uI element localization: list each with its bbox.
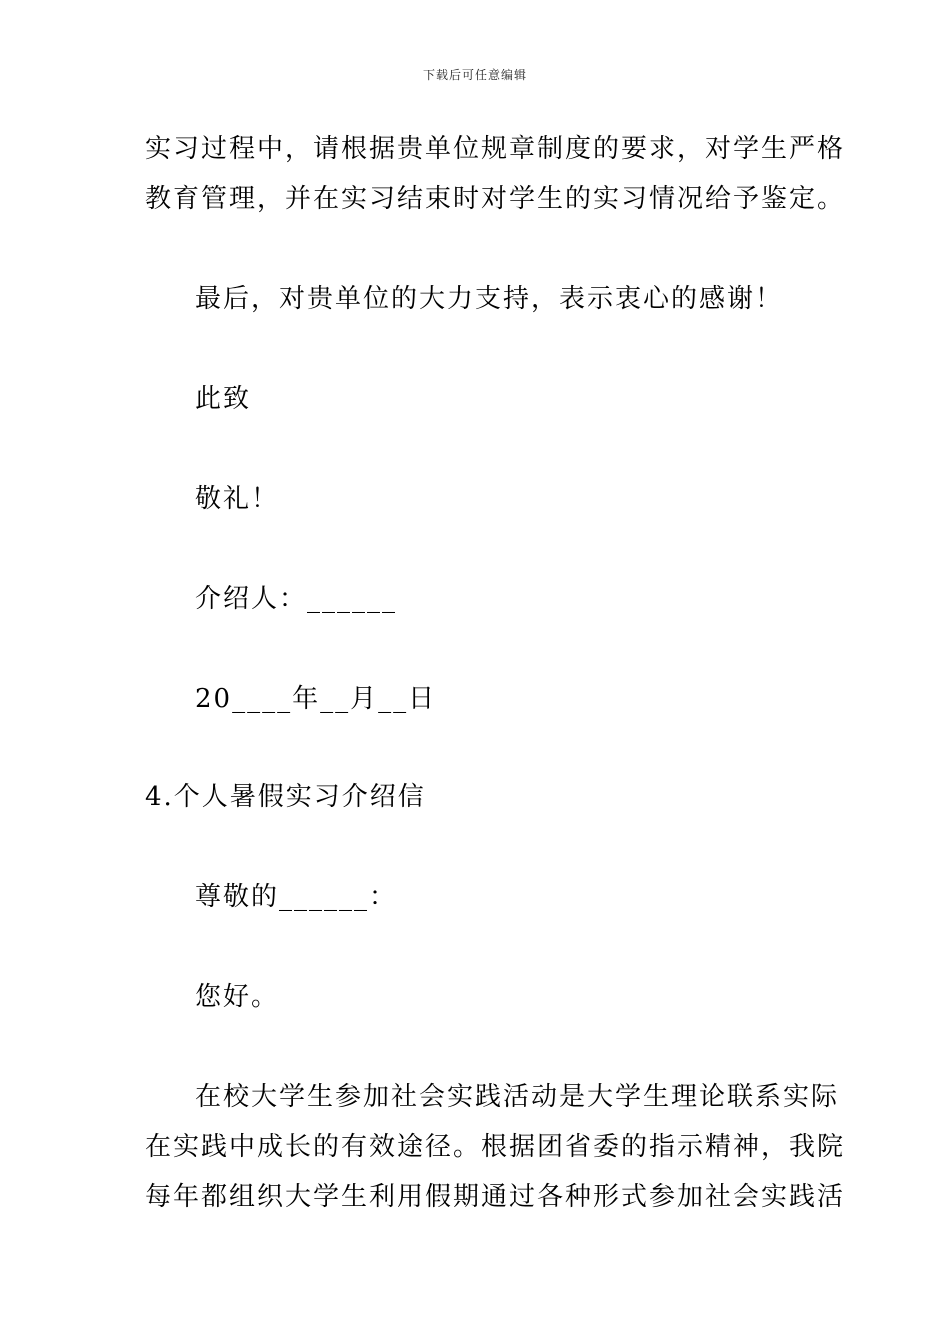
paragraph-line: 实习过程中，请根据贵单位规章制度的要求，对学生严格 (145, 134, 846, 164)
section-title: 4.个人暑假实习介绍信 (145, 782, 426, 812)
introducer-line: 介绍人：______ (195, 584, 398, 614)
closing-thanks: 最后，对贵单位的大力支持，表示衷心的感谢！ (195, 284, 784, 314)
paragraph-line: 在实践中成长的有效途径。根据团省委的指示精神，我院 (145, 1132, 846, 1162)
date-line: 20____年__月__日 (195, 684, 437, 714)
hello-line: 您好。 (195, 982, 280, 1012)
paragraph-line: 每年都组织大学生利用假期通过各种形式参加社会实践活 (145, 1182, 846, 1212)
greeting-line: 尊敬的______： (195, 882, 398, 912)
paragraph-line: 教育管理，并在实习结束时对学生的实习情况给予鉴定。 (145, 184, 846, 214)
paragraph-line: 在校大学生参加社会实践活动是大学生理论联系实际 (195, 1082, 840, 1112)
closing-salutation: 此致 (195, 384, 252, 414)
page-header: 下载后可任意编辑 (422, 68, 527, 82)
closing-regards: 敬礼！ (195, 484, 280, 514)
